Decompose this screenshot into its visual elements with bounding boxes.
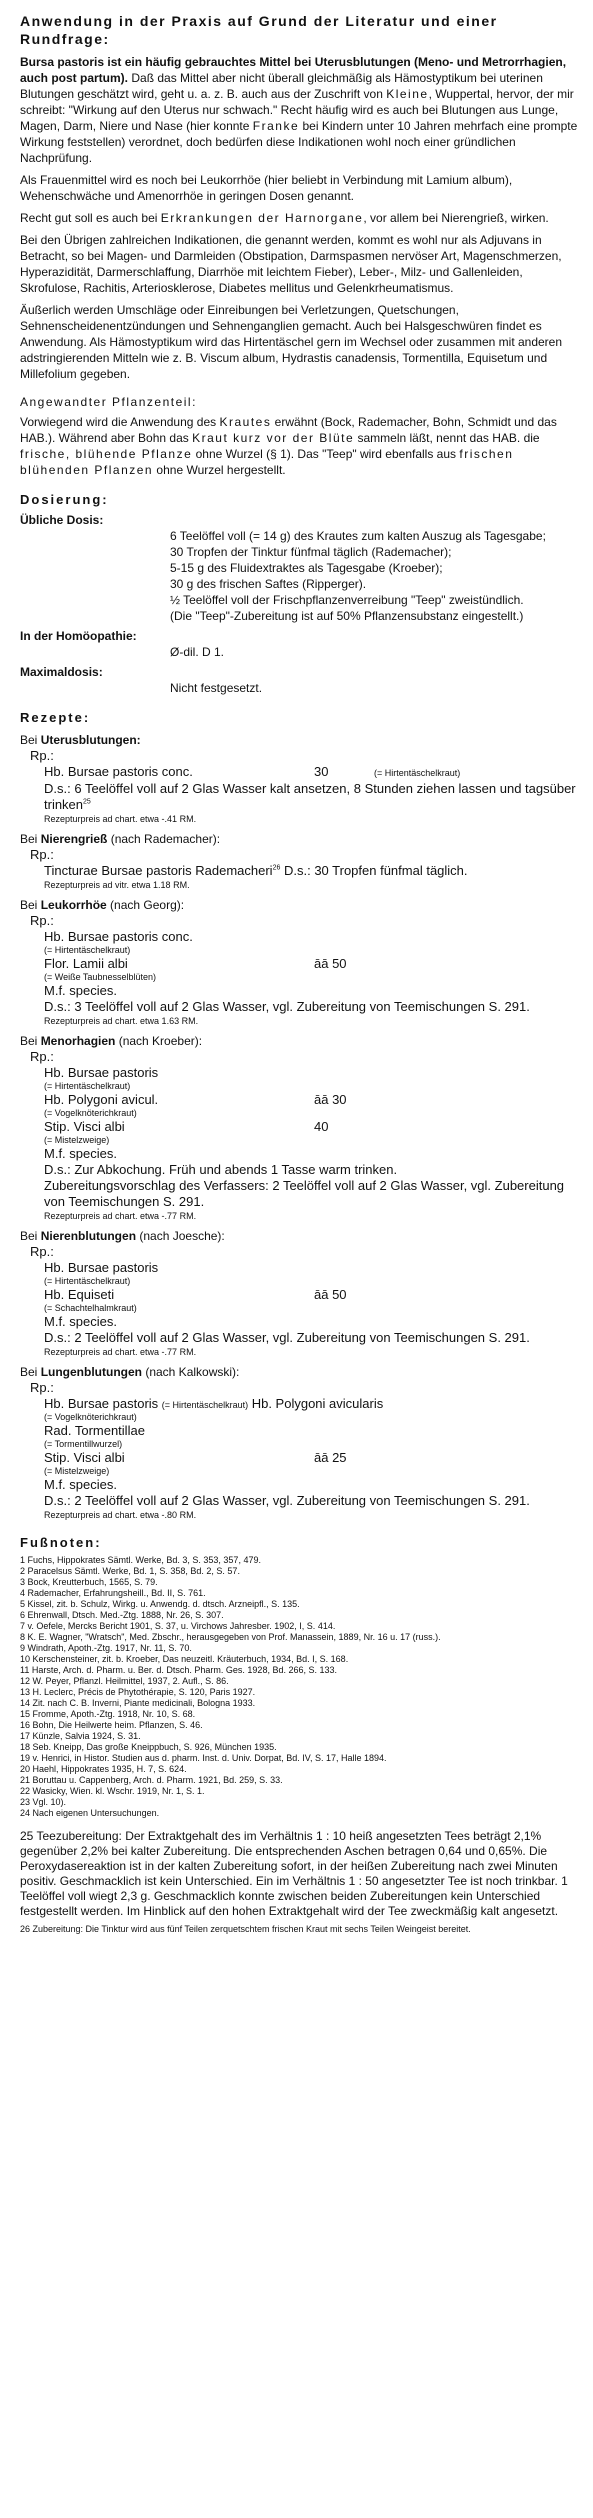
paragraph-womens-remedy: Als Frauenmittel wird es noch bei Leukorrhöe (hier beliebt in Verbindung mit Lamium album), Wehenschwäche und Amenorrhöe in geringen Dosen genannt. bbox=[20, 173, 513, 203]
recipe-price: Rezepturpreis ad chart. etwa 1.63 RM. bbox=[44, 1016, 199, 1026]
recipe-leukorrhea-body: Hb. Bursae pastoris conc. (= Hirtentäschelkraut) Flor. Lamii albi āā 50 (= Weiße Taubnesselblüten) M.f. species. D.s.: 3 Teelöffel voll auf 2 Glas Wasser, vgl. Zubereitung von Teemischungen S. 291. Rezepturpreis ad chart. etwa 1.63 RM. bbox=[20, 929, 579, 1027]
paragraph-urinary: Recht gut soll es auch bei Erkrankungen der Harnorgane, vor allem bei Nierengrieß, wirken. bbox=[20, 211, 549, 225]
recipes-heading: Rezepte: bbox=[20, 710, 91, 725]
intro-text: Daß das Mittel aber nicht überall gleichmäßig als Hämostyptikum bei uterinen Blutungen geschätzt wird, geht u. a. z. B. auch aus der Zuschrift von bbox=[20, 71, 543, 101]
footnote-item: 15 Fromme, Apoth.-Ztg. 1918, Nr. 10, S. 68. bbox=[20, 1709, 196, 1719]
recipe-price: Rezepturpreis ad chart. etwa -.77 RM. bbox=[44, 1347, 197, 1357]
recipe-uterus-header: Bei Uterusblutungen: bbox=[20, 733, 141, 747]
author-kleine: Kleine bbox=[386, 87, 429, 101]
footnote-item: 11 Harste, Arch. d. Pharm. u. Ber. d. Dtsch. Pharm. Ges. 1928, Bd. 266, S. 133. bbox=[20, 1665, 337, 1675]
recipe-lung-bleeding-body: Hb. Bursae pastoris (= Hirtentäschelkraut) Hb. Polygoni avicularis (= Vogelknöterichkraut) Rad. Tormentillae (= Tormentillwurzel) Stip. Visci albi āā 25 (= Mistelzweige) M.f. species. D.s.: 2 Teelöffel voll auf 2 Glas Wasser, vgl. Zubereitung von Teemischungen S. 291. Rezepturpreis ad chart. etwa -.80 RM. bbox=[20, 1396, 579, 1521]
recipe-lung-bleeding-header: Bei Lungenblutungen (nach Kalkowski): bbox=[20, 1365, 240, 1379]
footnote-item: 10 Kerschensteiner, zit. b. Kroeber, Das neuzeitl. Kräuterbuch, 1934, Bd. I, S. 168. bbox=[20, 1654, 349, 1664]
footnote-item: 6 Ehrenwall, Dtsch. Med.-Ztg. 1888, Nr. 26, S. 307. bbox=[20, 1610, 224, 1620]
dose-homeo-label: In der Homöopathie: bbox=[20, 629, 137, 643]
footnote-item: 14 Zit. nach C. B. Inverni, Piante medicinali, Bologna 1933. bbox=[20, 1698, 256, 1708]
footnote-item: 20 Haehl, Hippokrates 1935, H. 7, S. 624. bbox=[20, 1764, 187, 1774]
footnote-item: 4 Rademacher, Erfahrungsheill., Bd. II, S. 761. bbox=[20, 1588, 206, 1598]
recipe-price: Rezepturpreis ad chart. etwa -.77 RM. bbox=[44, 1211, 197, 1221]
footnote-item: 17 Künzle, Salvia 1924, S. 31. bbox=[20, 1731, 141, 1741]
document-page: Anwendung in der Praxis auf Grund der Literatur und einer Rundfrage: Bursa pastoris ist ein häufig gebrauchtes Mittel bei Uterusblutungen (Meno- und Metrorrhagien, auch post partum). Daß das Mittel aber nicht überall gleichmäßig als Hämostyptikum bei uterinen Blutungen geschätzt wird, geht u. a. z. B. auch aus der Zuschrift von Kleine, Wuppertal, hervor, der mir schreibt: "Wirkung auf den Uterus nur schwach." Recht häufig wird es auch bei Blutungen aus Lunge, Magen, Darm, Niere und Nase (hier konnte Franke bei Kindern unter 10 Jahren mehrfach eine prompte Wirkung feststellen) verordnet, doch bedürfen diese Indikationen wohl noch einer gründlichen Nachprüfung. Als Frauenmittel wird es noch bei Leukorrhöe (hier beliebt in Verbindung mit Lamium album), Wehenschwäche und Amenorrhöe in geringen Dosen genannt. Recht gut soll es auch bei Erkrankungen der Harnorgane, vor allem bei Nierengrieß, wirken. Bei den Übrigen zahlreichen Indikationen, die genannt werden, kommt es wohl nur als Adjuvans in Betracht, so bei Magen- und Darmleiden (Obstipation, Darmspasmen nervöser Art, Magenschmerzen, Hyperazidität, Darmerschlaffung, Diarrhöe mit leichtem Fieber), Leber-, Milz- und Gallenleiden, Skrofulose, Rachitis, Arteriosklerose, Diabetes mellitus und Gelenkrheumatismus. Äußerlich werden Umschläge oder Einreibungen bei Verletzungen, Quetschungen, Sehnenscheidenentzündungen und Sehnenganglien gemacht. Auch bei Halsgeschwüren findet es Anwendung. Als Hämostyptikum wird das Hirtentäschel gern im Wechsel oder zusammen mit anderen adstringierenden Mitteln wie z. B. Viscum album, Hydrastis canadensis, Tormentilla, Equisetum und Millefolium gegeben. Angewandter Pflanzenteil: Vorwiegend wird die Anwendung des Krautes erwähnt (Bock, Rademacher, Bohn, Schmidt und das HAB.). Während aber Bohn das Kraut kurz vor der Blüte sammeln läßt, nennt das HAB. die frische, blühende Pflanze ohne Wurzel (§ 1). Das "Teep" wird ebenfalls aus frischen blühenden Pflanzen ohne Wurzel hergestellt. Dosierung: Übliche Dosis: 6 Teelöffel voll (= 14 g) des Krautes zum kalten Auszug als Tagesgabe; 30 Tropfen der Tinktur fünfmal täglich (Rademacher); 5-15 g des Fluidextraktes als Tagesgabe (Kroeber); 30 g des frischen Saftes (Ripperger). ½ Teelöffel voll der Frischpflanzenverreibung "Teep" zweistündlich. (Die "Teep"-Zubereitung ist auf 50% Pflanzensubstanz eingestellt.) In der Homöopathie: Ø-dil. D 1. Maximaldosis: Nicht festgesetzt. Rezepte: Bei Uterusblutungen: Rp.: Hb. Bursae pastoris conc. 30 (= Hirtentäschelkraut) D.s.: 6 Teelöffel voll auf 2 Glas Wasser kalt ansetzen, 8 Stunden ziehen lassen und tagsüber trinken$^{25}$ Rezepturpreis ad chart. etwa -.41 RM. Bei Nierengrieß (nach Rademacher): Rp.: Tincturae Bursae pastoris Rademacheri$^{26}$ D.s.: 30 Tropfen fünfmal täglich. Rezepturpreis ad vitr. etwa 1.18 RM. Bei Leukorrhöe (nach Georg): Rp.: Hb. Bursae pastoris conc. (= Hirtentäschelkraut) Flor. Lamii albi āā 50 (= Weiße Taubnesselblüten) M.f. species. D.s.: 3 Teelöffel voll auf 2 Glas Wasser, vgl. Zubereitung von Teemischungen S. 291. Rezepturpreis ad chart. etwa 1.63 RM. Bei Menorhagien (nach Kroeber): Rp.: Hb. Bursae pastoris (= Hirtentäschelkraut) Hb. Polygoni avicul. āā 30 (= Vogelknöterichkraut) Stip. Visci albi 40 (= Mistelzweige) M.f. species. D.s.: Zur Abkochung. Früh und abends 1 Tasse warm trinken. Zubereitungsvorschlag des Verfassers: 2 Teelöffel voll auf 2 Glas Wasser, vgl. Zubereitung von Teemischungen S. 291. Rezepturpreis ad chart. etwa -.77 RM. Bei Nierenblutungen (nach Joesche): Rp.: Hb. Bursae pastoris (= Hirtentäschelkraut) Hb. Equiseti āā 50 (= Schachtelhalmkraut) M.f. species. D.s.: 2 Teelöffel voll auf 2 Glas Wasser, vgl. Zubereitung von Teemischungen S. 291. Rezepturpreis ad chart. etwa -.77 RM. Bei Lungenblutungen (nach Kalkowski): Rp.: Hb. Bursae pastoris (= Hirtentäschelkraut) Hb. Polygoni avicularis (= Vogelknöterichkraut) Rad. Tormentillae (= Tormentillwurzel) Stip. Visci albi āā 25 (= Mistelzweige) M.f. species. D.s.: 2 Teelöffel voll auf 2 Glas Wasser, vgl. Zubereitung von Teemischungen S. 291. Rezepturpreis ad chart. etwa -.80 RM. Fußnoten: 1 Fuchs, Hippokrates Sämtl. Werke, Bd. 3, S. 353, 357, 479. 2 Paracelsus Sämtl. Werke, Bd. 1, S. 358, Bd. 2, S. 57. 3 Bock, Kreutterbuch, 1565, S. 79. 4 Rademacher, Erfahrungsheill., Bd. II, S. 761. 5 Kissel, zit. b. Schulz, Wirkg. u. Anwendg. d. dtsch. Arzneipfl., S. 135. 6 Ehrenwall, Dtsch. Med.-Ztg. 1888, Nr. 26, S. 307. 7 v. Oefele, Mercks Bericht 1901, S. 37, u. Virchows Jahresber. 1902, I, S. 414. 8 K. E. Wagner, "Wratsch", Med. Zbschr., herausgegeben von Prof. Manassein, 1889, Nr. 16 u. 17 (russ.). 9 Windrath, Apoth.-Ztg. 1917, Nr. 11, S. 70. 10 Kerschensteiner, zit. b. Kroeber, Das neuzeitl. Kräuterbuch, 1934, Bd. I, S. 168. 11 Harste, Arch. d. Pharm. u. Ber. d. Dtsch. Pharm. Ges. 1928, Bd. 266, S. 133. 12 W. Peyer, Pflanzl. Heilmittel, 1937, 2. Aufl., S. 86. 13 H. Leclerc, Précis de Phytothérapie, S. 120, Paris 1927. 14 Zit. nach C. B. Inverni, Piante medicinali, Bologna 1933. 15 Fromme, Apoth.-Ztg. 1918, Nr. 10, S. 68. 16 Bohn, Die Heilwerte heim. Pflanzen, S. 46. 17 Künzle, Salvia 1924, S. 31. 18 Seb. Kneipp, Das große Kneippbuch, S. 926, München 1935. 19 v. Henrici, in Histor. Studien aus d. pharm. Inst. d. Univ. Dorpat, Bd. IV, S. 17, Halle 1894. 20 Haehl, Hippokrates 1935, H. 7, S. 624. 21 Boruttau u. Cappenberg, Arch. d. Pharm. 1921, Bd. 259, S. 33. 22 Wasicky, Wien. kl. Wschr. 1919, Nr. 1, S. 1. 23 Vgl. 10). 24 Nach eigenen Untersuchungen. 25 Teezubereitung: Der Extraktgehalt des im Verhältnis 1 : 10 heiß angesetzten Tees beträgt 2,1% gegenüber 2,2% bei kalter Zubereitung. Die entsprechenden Aschen betragen 0,64 und 0,65%. Die Peroxydasereaktion ist in der kalten Zubereitung sofort, in der heißen Zubereitung nach zwei Minuten positiv. Geschmacklich ist kein Unterschied. Ein im Verhältnis 1 : 50 angesetzter Tee ist noch trinkbar. 1 Teelöffel voll wiegt 2,3 g. Geschmacklich konnte zwischen beiden Zubereitungen kein Unterschied festgestellt werden. Im Hinblick auf den hohen Extraktgehalt wird der Tee zweckmäßig kalt angesetzt. 26 Zubereitung: Die Tinktur wird aus fünf Teilen zerquetschtem frischen Kraut mit sechs Teilen Weingeist bereitet. bbox=[20, 13, 578, 1934]
recipe-kidney-bleeding-body: Hb. Bursae pastoris (= Hirtentäschelkraut) Hb. Equiseti āā 50 (= Schachtelhalmkraut) M.f. species. D.s.: 2 Teelöffel voll auf 2 Glas Wasser, vgl. Zubereitung von Teemischungen S. 291. Rezepturpreis ad chart. etwa -.77 RM. bbox=[20, 1260, 579, 1358]
dose-homeo-value: Ø-dil. D 1. bbox=[170, 645, 225, 659]
footnote-list bbox=[20, 1555, 579, 1819]
dose-max-label: Maximaldosis: bbox=[20, 665, 103, 679]
footnote-item: 2 Paracelsus Sämtl. Werke, Bd. 1, S. 358, Bd. 2, S. 57. bbox=[20, 1566, 240, 1576]
dose-usual-values: 6 Teelöffel voll (= 14 g) des Krautes zum kalten Auszug als Tagesgabe; 30 Tropfen der Tinktur fünfmal täglich (Rademacher); 5-15 g des Fluidextraktes als Tagesgabe (Kroeber); 30 g des frischen Saftes (Ripperger). ½ Teelöffel voll der Frischpflanzenverreibung "Teep" zweistündlich. (Die "Teep"-Zubereitung ist auf 50% Pflanzensubstanz eingestellt.) bbox=[170, 529, 546, 623]
footnote-25: 25 Teezubereitung: Der Extraktgehalt des im Verhältnis 1 : 10 heiß angesetzten Tees beträgt 2,1% gegenüber 2,2% bei kalter Zubereitung. Die entsprechenden Aschen betragen 0,64 und 0,65%. Die Peroxydasereaktion ist in der kalten Zubereitung sofort, in der heißen Zubereitung nach zwei Minuten positiv. Geschmacklich ist kein Unterschied. Ein im Verhältnis 1 : 50 angesetzter Tee ist noch trinkbar. 1 Teelöffel voll wiegt 2,3 g. Geschmacklich konnte zwischen beiden Zubereitungen kein Unterschied festgestellt werden. Im Hinblick auf den hohen Extraktgehalt wird der Tee zweckmäßig kalt angesetzt. bbox=[20, 1829, 568, 1918]
recipe-kidney-gravel-header: Bei Nierengrieß (nach Rademacher): bbox=[20, 832, 221, 846]
dosage-heading: Dosierung: bbox=[20, 492, 109, 507]
plant-part-paragraph: Vorwiegend wird die Anwendung des Krautes erwähnt (Bock, Rademacher, Bohn, Schmidt und das HAB.). Während aber Bohn das Kraut kurz vor der Blüte sammeln läßt, nennt das HAB. die frische, blühende Pflanze ohne Wurzel (§ 1). Das "Teep" wird ebenfalls aus frischen blühenden Pflanzen ohne Wurzel hergestellt. bbox=[20, 415, 557, 477]
footnote-item: 1 Fuchs, Hippokrates Sämtl. Werke, Bd. 3, S. 353, 357, 479. bbox=[20, 1555, 261, 1565]
recipe-price: Rezepturpreis ad chart. etwa -.41 RM. bbox=[44, 814, 197, 824]
footnote-item: 16 Bohn, Die Heilwerte heim. Pflanzen, S. 46. bbox=[20, 1720, 203, 1730]
intro-text: , Wuppertal, hervor, der mir schreibt: "Wirkung auf den Uterus nur schwach." Recht häufig wird es auch bei Blutungen aus Lunge, Magen, Darm, Niere und Nase (hier konnte bbox=[20, 87, 574, 133]
footnote-item: 22 Wasicky, Wien. kl. Wschr. 1919, Nr. 1, S. 1. bbox=[20, 1786, 205, 1796]
footnote-item: 5 Kissel, zit. b. Schulz, Wirkg. u. Anwendg. d. dtsch. Arzneipfl., S. 135. bbox=[20, 1599, 300, 1609]
paragraph-indications: Bei den Übrigen zahlreichen Indikationen, die genannt werden, kommt es wohl nur als Adjuvans in Betracht, so bei Magen- und Darmleiden (Obstipation, Darmspasmen nervöser Art, Magenschmerzen, Hyperazidität, Darmerschlaffung, Diarrhöe mit leichtem Fieber), Leber-, Milz- und Gallenleiden, Skrofulose, Rachitis, Arteriosklerose, Diabetes mellitus und Gelenkrheumatismus. bbox=[20, 233, 562, 295]
footnote-item: 7 v. Oefele, Mercks Bericht 1901, S. 37, u. Virchows Jahresber. 1902, I, S. 414. bbox=[20, 1621, 336, 1631]
footnote-item: 12 W. Peyer, Pflanzl. Heilmittel, 1937, 2. Aufl., S. 86. bbox=[20, 1676, 229, 1686]
footnote-item: 9 Windrath, Apoth.-Ztg. 1917, Nr. 11, S. 70. bbox=[20, 1643, 192, 1653]
intro-paragraph bbox=[20, 54, 579, 166]
dose-usual-label: Übliche Dosis: bbox=[20, 513, 104, 527]
section-title: Anwendung in der Praxis auf Grund der Literatur und einer Rundfrage: bbox=[20, 13, 498, 47]
recipe-price: Rezepturpreis ad vitr. etwa 1.18 RM. bbox=[44, 880, 190, 890]
footnote-item: 3 Bock, Kreutterbuch, 1565, S. 79. bbox=[20, 1577, 158, 1587]
footnote-item: 24 Nach eigenen Untersuchungen. bbox=[20, 1808, 160, 1818]
footnote-item: 13 H. Leclerc, Précis de Phytothérapie, S. 120, Paris 1927. bbox=[20, 1687, 256, 1697]
author-franke: Franke bbox=[252, 119, 300, 133]
recipe-kidney-gravel-body: Tincturae Bursae pastoris Rademacheri$^{26}$ D.s.: 30 Tropfen fünfmal täglich. Rezepturpreis ad vitr. etwa 1.18 RM. bbox=[20, 863, 579, 891]
plant-part-heading: Angewandter Pflanzenteil: bbox=[20, 395, 197, 409]
recipe-menorrhagia-body: Hb. Bursae pastoris (= Hirtentäschelkraut) Hb. Polygoni avicul. āā 30 (= Vogelknöterichkraut) Stip. Visci albi 40 (= Mistelzweige) M.f. species. D.s.: Zur Abkochung. Früh und abends 1 Tasse warm trinken. Zubereitungsvorschlag des Verfassers: 2 Teelöffel voll auf 2 Glas Wasser, vgl. Zubereitung von Teemischungen S. 291. Rezepturpreis ad chart. etwa -.77 RM. bbox=[20, 1065, 579, 1222]
footnote-item: 23 Vgl. 10). bbox=[20, 1797, 67, 1807]
rp-label: Rp.: bbox=[30, 748, 54, 763]
paragraph-external-use: Äußerlich werden Umschläge oder Einreibungen bei Verletzungen, Quetschungen, Sehnenscheidenentzündungen und Sehnenganglien gemacht. Auch bei Halsgeschwüren findet es Anwendung. Als Hämostyptikum wird das Hirtentäschel gern im Wechsel oder zusammen mit anderen adstringierenden Mitteln wie z. B. Viscum album, Hydrastis canadensis, Tormentilla, Equisetum und Millefolium gegeben. bbox=[20, 303, 563, 381]
footnote-item: 21 Boruttau u. Cappenberg, Arch. d. Pharm. 1921, Bd. 259, S. 33. bbox=[20, 1775, 283, 1785]
footnote-item: 18 Seb. Kneipp, Das große Kneippbuch, S. 926, München 1935. bbox=[20, 1742, 277, 1752]
dose-max-value: Nicht festgesetzt. bbox=[170, 681, 263, 695]
recipe-leukorrhea-header: Bei Leukorrhöe (nach Georg): bbox=[20, 898, 185, 912]
intro-bold: Bursa pastoris ist ein häufig gebrauchtes Mittel bei Uterusblutungen (Meno- und Metrorrhagien, auch post partum). bbox=[20, 55, 567, 85]
footnote-item: 8 K. E. Wagner, "Wratsch", Med. Zbschr., herausgegeben von Prof. Manassein, 1889, Nr. 16 u. 17 (russ.). bbox=[20, 1632, 441, 1642]
intro-text: bei Kindern unter 10 Jahren mehrfach eine prompte Wirkung feststellen) verordnet, doch bedürfen diese Indikationen wohl noch einer gründlichen Nachprüfung. bbox=[20, 119, 578, 165]
footnotes-heading: Fußnoten: bbox=[20, 1535, 102, 1550]
recipe-uterus-body: Hb. Bursae pastoris conc. 30 (= Hirtentäschelkraut) D.s.: 6 Teelöffel voll auf 2 Glas Wasser kalt ansetzen, 8 Stunden ziehen lassen und tagsüber trinken$^{25}$ Rezepturpreis ad chart. etwa -.41 RM. bbox=[20, 764, 579, 825]
recipe-menorrhagia-header: Bei Menorhagien (nach Kroeber): bbox=[20, 1034, 203, 1048]
recipe-price: Rezepturpreis ad chart. etwa -.80 RM. bbox=[44, 1510, 197, 1520]
footnote-item: 19 v. Henrici, in Histor. Studien aus d. pharm. Inst. d. Univ. Dorpat, Bd. IV, S. 17, Halle 1894. bbox=[20, 1753, 387, 1763]
footnote-26: 26 Zubereitung: Die Tinktur wird aus fünf Teilen zerquetschtem frischen Kraut mit sechs Teilen Weingeist bereitet. bbox=[20, 1924, 471, 1934]
recipe-kidney-bleeding-header: Bei Nierenblutungen (nach Joesche): bbox=[20, 1229, 225, 1243]
